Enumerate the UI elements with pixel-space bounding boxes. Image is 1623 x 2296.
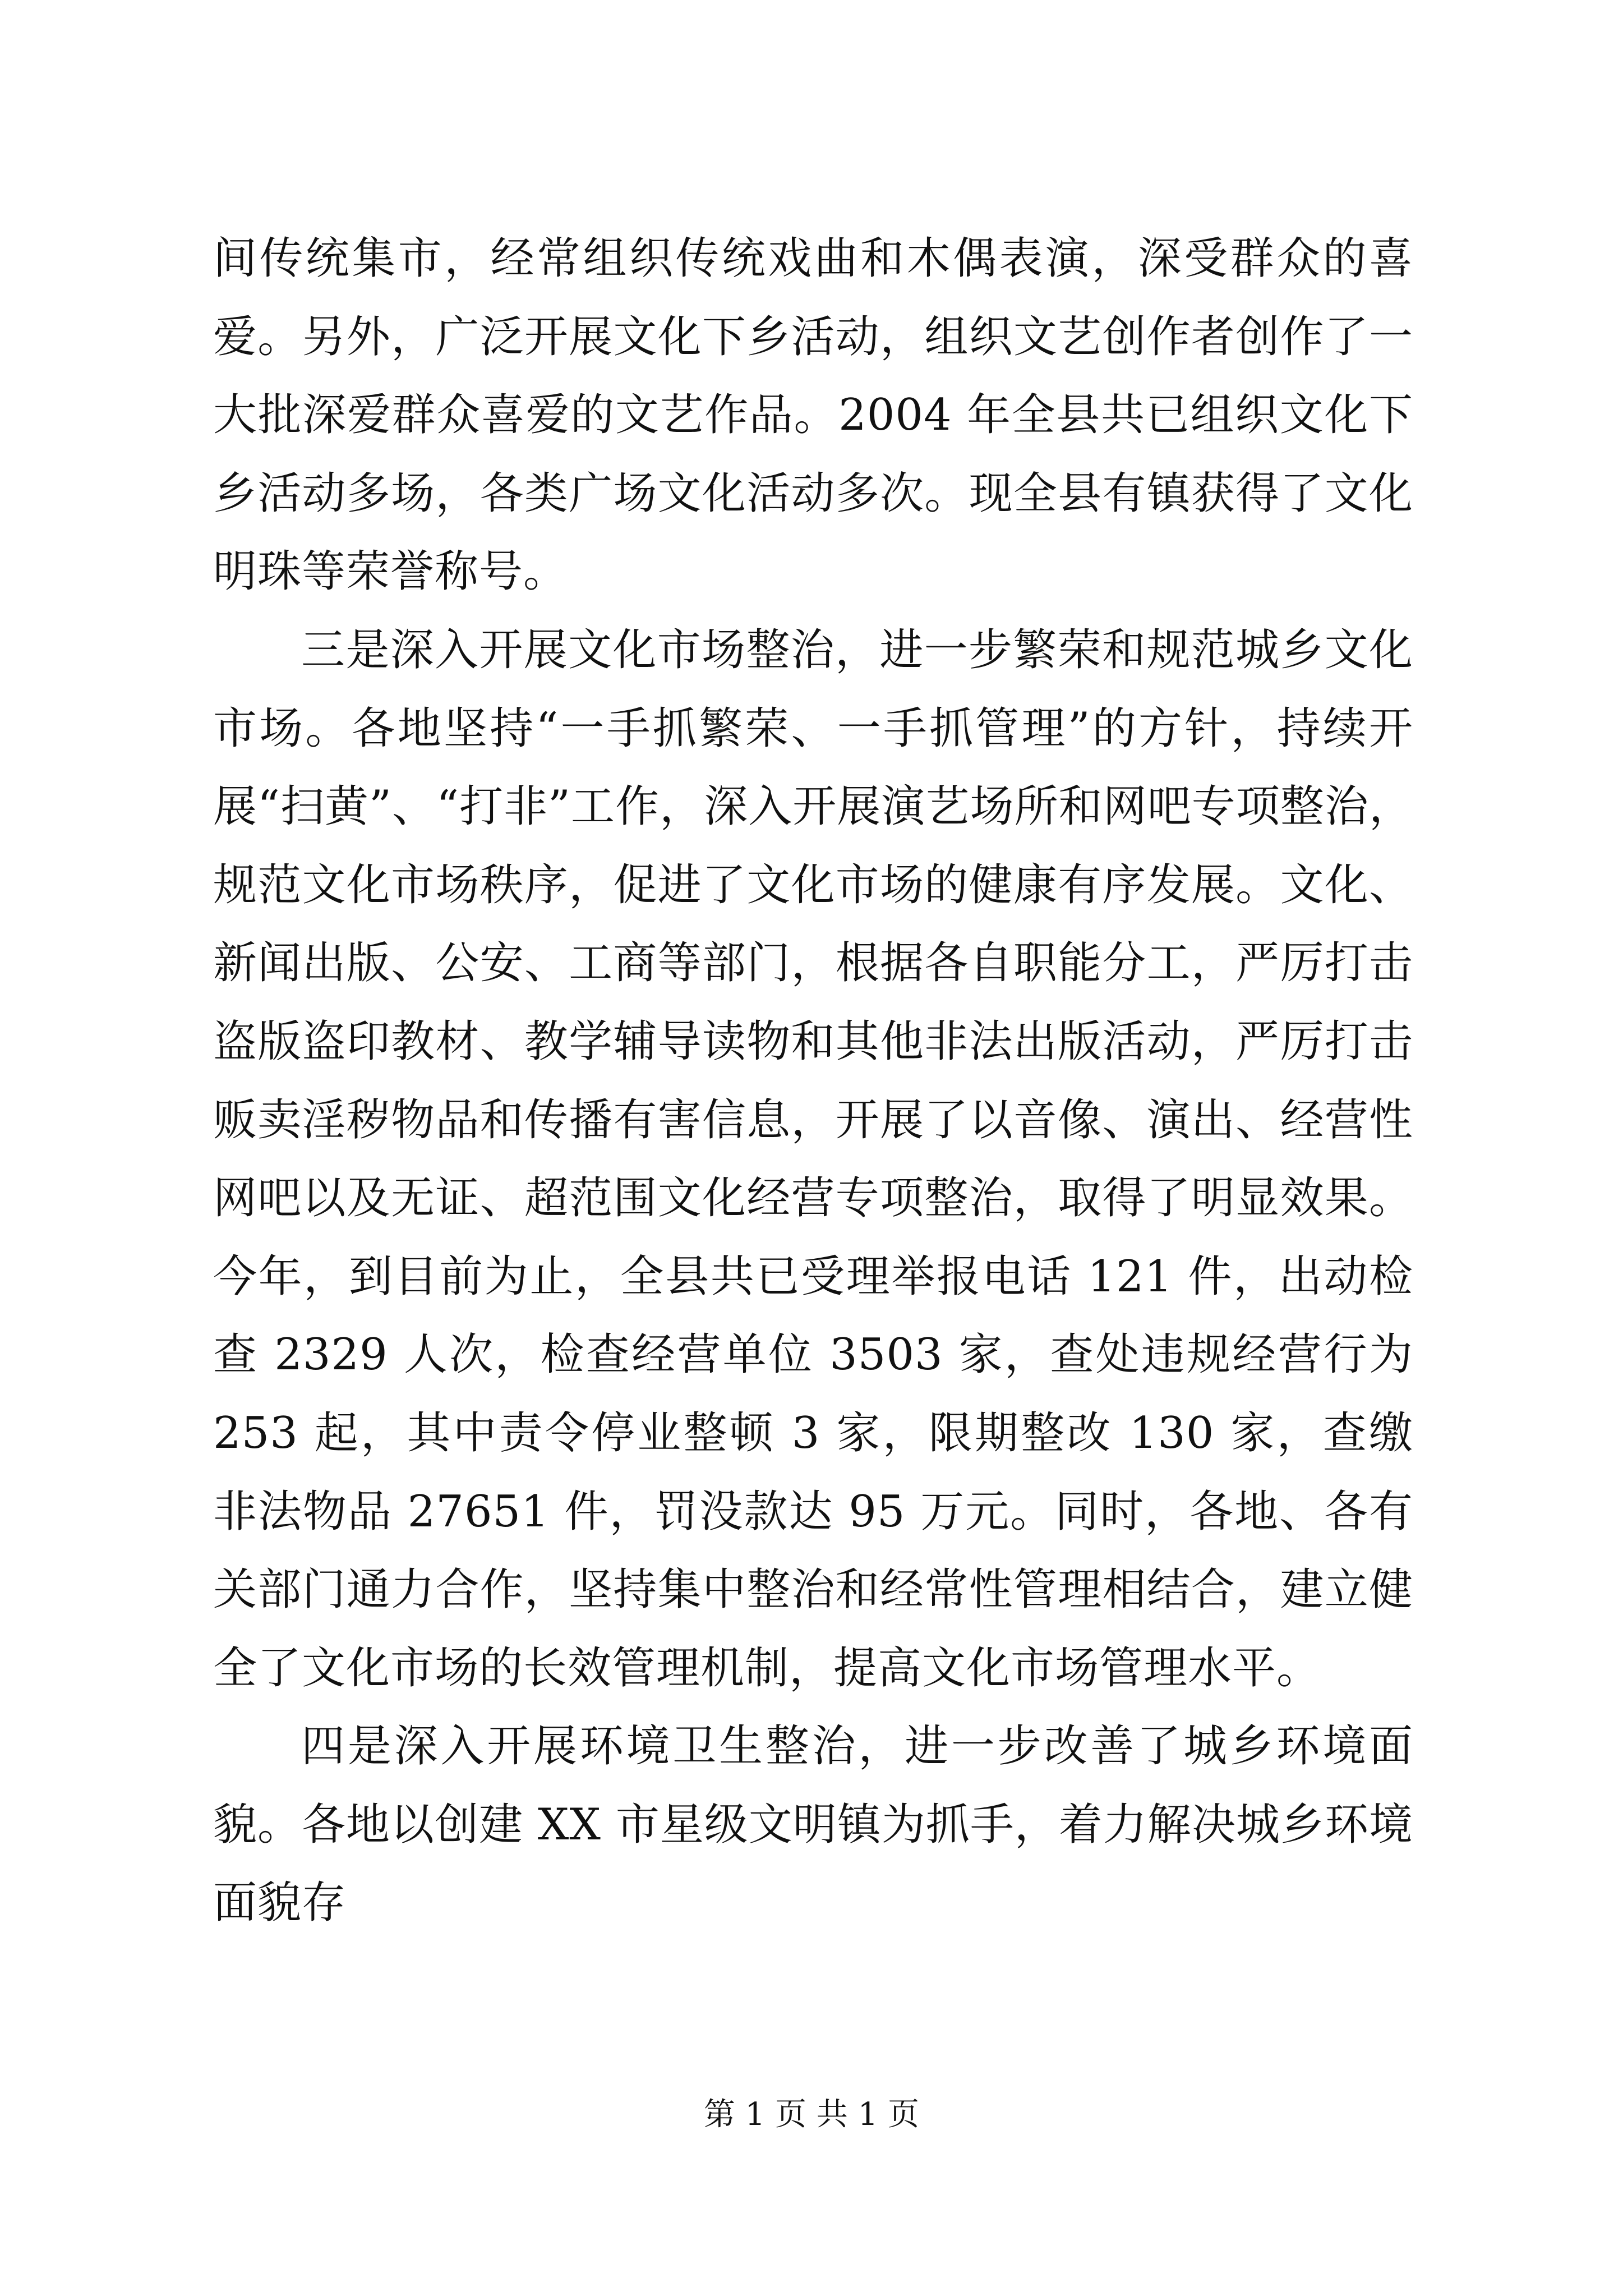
paragraph-environment: 四是深入开展环境卫生整治，进一步改善了城乡环境面貌。各地以创建 XX 市星级文明镇为抓手，着力解决城乡环境面貌存 bbox=[213, 1721, 1413, 1929]
paragraph-culture-market: 三是深入开展文化市场整治，进一步繁荣和规范城乡文化市场。各地坚持“一手抓繁荣、一手抓管理”的方针，持续开展“扫黄”、“打非”工作，深入开展演艺场所和网吧专项整治，规范文化市场秩序，促进了文化市场的健康有序发展。文化、新闻出版、公安、工商等部门，根据各自职能分工，严厉打击盗版盗印教材、教学辅导读物和其他非法出版活动，严厉打击贩卖淫秽物品和传播有害信息，开展了以音像、演出、经营性网吧以及无证、超范围文化经营专项整治，取得了明显效果。今年，到目前为止，全县共已受理举报电话 121 件，出动检查 2329 人次，检查经营单位 3503 家，查处违规经营行为 253 起，其中责令停业整顿 3 家，限期整改 130 家，查缴非法物品 27651 件，罚没款达 95 万元。同时，各地、各有关部门通力合作，坚持集中整治和经常性管理相结合，建立健全了文化市场的长效管理机制，提高文化市场管理水平。 bbox=[213, 624, 1413, 1694]
paragraph-continuation: 间传统集市，经常组织传统戏曲和木偶表演，深受群众的喜爱。另外，广泛开展文化下乡活动，组织文艺创作者创作了一大批深爱群众喜爱的文艺作品。2004 年全县共已组织文化下乡活动多场，各类广场文化活动多次。现全县有镇获得了文化明珠等荣誉称号。 bbox=[213, 233, 1413, 597]
document-body bbox=[213, 220, 1413, 1943]
page-footer: 第 1 页 共 1 页 bbox=[703, 2096, 920, 2133]
